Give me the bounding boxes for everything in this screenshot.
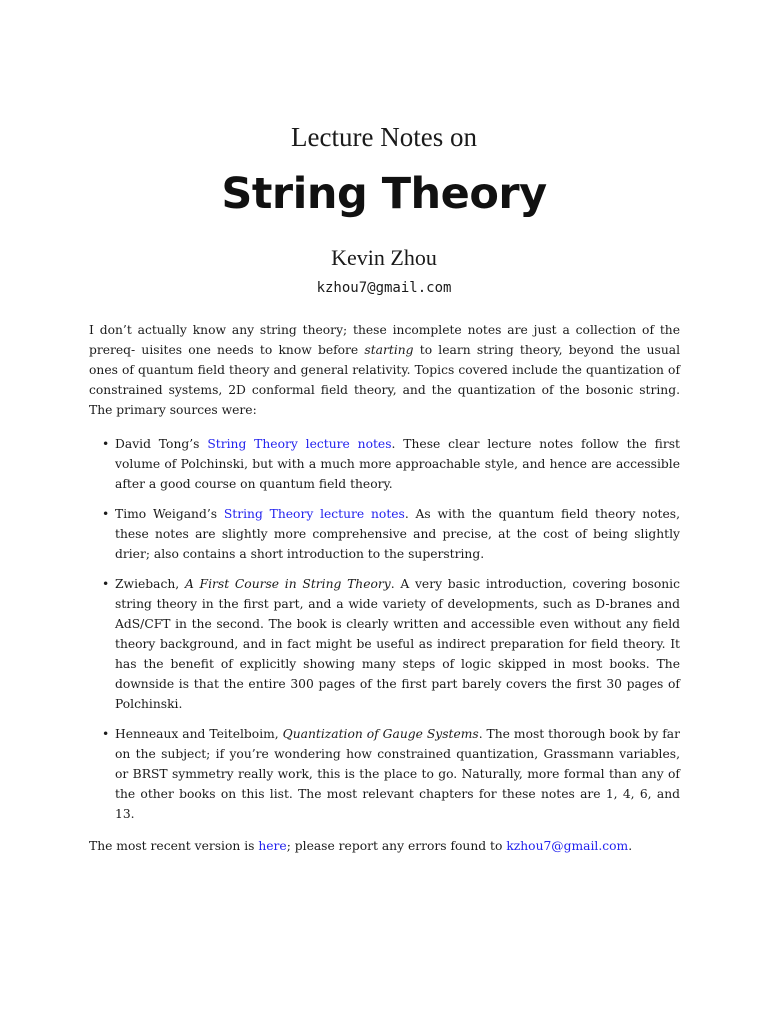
source-prefix: Timo Weigand’s [115,507,224,521]
closing-text-start: The most recent version is [89,839,259,853]
closing-text-end: . [628,839,633,853]
source-description: . As with the quantum field theory notes, these notes are slightly more comprehensive and precise, at the cost of being slightly drier; also contains a short introduction to the superstring. [115,507,680,561]
sources-list [89,434,680,824]
list-item [89,724,680,824]
intro-emphasis: starting [364,343,414,357]
document-title: String Theory [221,169,547,219]
source-description: . The most thorough book by far on the subject; if you’re wondering how constrained quantization, Grassmann variables, or BRST symmetry really work, this is the place to go. Naturally, more formal than any of the other books on this list. The most relevant chapters for these notes are 1, 4, 6, and 13. [115,727,680,821]
source-prefix: Henneaux and Teitelboim, [115,727,283,741]
bullet: • [102,437,110,451]
intro-text-start: I don’t actually know any string theory; these incomplete notes are just a collection of the prereq- uisites one needs to know before [89,323,680,357]
book-title: A First Course in String Theory [184,577,391,591]
document-subtitle: Lecture Notes on [291,122,477,152]
weigand-notes-link[interactable]: String Theory lecture notes [223,507,405,521]
source-description: . These clear lecture notes follow the first volume of Polchinski, but with a much more approachable style, and hence are accessible after a good course on quantum field theory. [115,437,680,491]
abstract-body [89,320,680,856]
source-description: . A very basic introduction, covering bosonic string theory in the first part, and a wide variety of developments, such as D-branes and AdS/CFT in the second. The book is clearly written and accessible even without any field theory background, and in fact might be useful as indirect preparation for field theory. It has the benefit of explicitly showing many steps of logic skipped in most books. The downside is that the entire 300 pages of the first part barely covers the first 30 pages of Polchinski. [115,577,680,711]
source-prefix: David Tong’s [115,437,208,451]
list-item [89,434,680,494]
source-prefix: Zwiebach, [115,577,185,591]
title-block [0,120,768,298]
intro-text-end: to learn string theory, beyond the usual ones of quantum field theory and general relativity. Topics covered include the quantization of constrained systems, 2D conformal field theory, and the quantization of the bosonic string. The primary sources were: [89,343,681,417]
bullet: • [102,507,110,521]
email-link[interactable]: kzhou7@gmail.com [506,839,629,853]
intro-paragraph [89,320,680,420]
closing-paragraph [89,836,680,856]
closing-text-middle: ; please report any errors found to [286,839,507,853]
tong-notes-link[interactable]: String Theory lecture notes [207,437,392,451]
bullet: • [102,577,110,591]
latest-version-link[interactable]: here [258,839,287,853]
list-item [89,574,680,714]
book-title: Quantization of Gauge Systems [282,727,479,741]
author-email: kzhou7@gmail.com [316,280,452,296]
bullet: • [102,727,110,741]
list-item [89,504,680,564]
author-name: Kevin Zhou [331,245,437,270]
